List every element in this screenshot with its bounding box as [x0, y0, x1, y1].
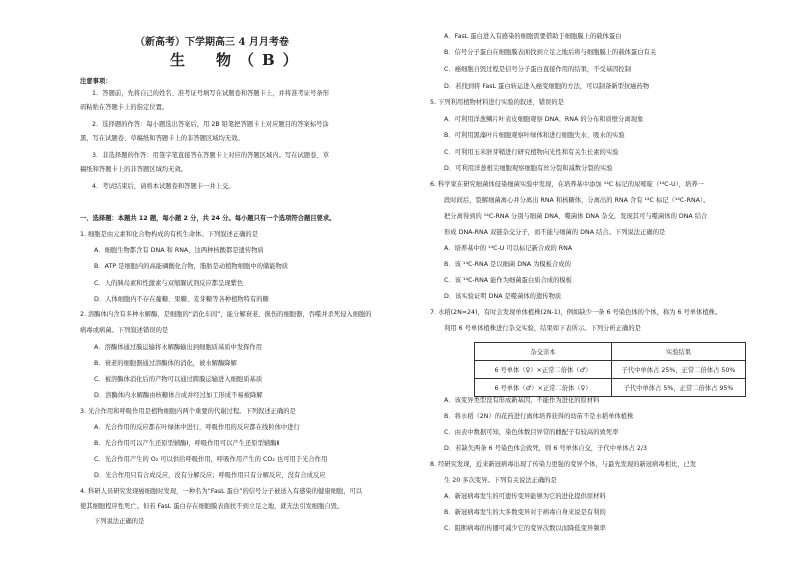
table-cell: 6 号单体（♀）×正常二倍体（♂） [475, 361, 612, 379]
note-line: 4．考试结束后，请将本试题卷和答题卡一并上交。 [92, 183, 235, 190]
note-line: 黑，写在试题卷、草稿纸和答题卡上的非答题区域均无效。 [80, 135, 244, 142]
option-line: B．光合作用可以产生还原型辅酶Ⅰ，呼吸作用可以产生还原型辅酶Ⅱ [94, 440, 280, 447]
option-line: D．若缺失两条 6 号染色体会致死，则 6 号单体自交，子代中单体占 2/3 [444, 445, 648, 452]
question-line: 使其细胞程序性死亡。但若 FasL 蛋白存在细胞膜表面扶不到立足之地，就无法引发细胞自毁。 [80, 503, 344, 510]
question-line: 把分离得到的 ¹⁴C-RNA 分别与细菌 DNA、噬菌体 DNA 杂交，发现其可与噬菌体的 DNA 结合 [444, 213, 708, 220]
option-line: B．该 ¹⁴C-RNA 是以细菌 DNA 为模板合成的 [444, 261, 571, 268]
option-line: A．溶酶体通过膜运输将水解酶输出到细胞质基质中发挥作用 [94, 344, 263, 351]
option-line: D．光合作用只有合成反应，没有分解反应；呼吸作用只有分解反应，没有合成反应 [94, 472, 326, 479]
table-row [475, 379, 746, 397]
question-line: 2. 溶酶体内含有多种水解酶，是细胞的“消化车间”，能分解衰老、损伤的细胞器，吞噬并杀死侵入细胞的 [80, 311, 372, 318]
option-line: A．新冠病毒发生的可遗传变异能够为它的进化提供原材料 [444, 493, 606, 500]
option-line: C．该 ¹⁴C-RNA 能作为细菌蛋白质合成的模板 [444, 277, 572, 284]
question-line: 病毒或病菌。下列叙述错误的是 [80, 327, 169, 334]
option-line: C．人的胰岛素和性激素与双缩脲试剂反应都呈现紫色 [94, 280, 244, 287]
note-line: 码粘贴在答题卡上的指定位置。 [80, 104, 169, 111]
option-line: A．培养基中的 ¹⁴C-U 可以标记新合成的 RNA [444, 245, 573, 252]
exam-title: （新高考）下学期高三 4 月月考卷 [135, 37, 289, 48]
table-header-row [475, 343, 746, 361]
table-cell: 子代中单体占 5%，正常二倍体占 95% [612, 379, 746, 397]
question-line: 下列说法正确的是 [94, 518, 145, 525]
option-line: A．光合作用的反应都在叶绿体中进行，呼吸作用的反应都在线粒体中进行 [94, 424, 300, 431]
option-line: C．可利用玉米胚芽鞘进行研究植物向光性和有关生长素的实验 [444, 149, 619, 156]
question-line: 5. 下列利用植物材料进行实验的叙述，错误的是 [430, 99, 564, 106]
question-line: 段时间后，裂解细菌离心并分离出 RNA 和核糖体，分离出的 RNA 含有 ¹⁴C 标记（¹⁴C-RNA）。 [444, 197, 710, 204]
option-line: C．光合作用产生的 O₂ 可以供给呼吸作用，呼吸作用产生的 CO₂ 也可用于光合作用 [94, 456, 328, 463]
option-line: A．FasL 蛋白进入有感染的细胞需要借助于细胞膜上的载体蛋白 [444, 33, 622, 40]
question-line: 4. 科研人员研究发现癌细胞时发现，一种名为“FasL 蛋白”的信号分子被送入有感染的健康细胞，可以 [80, 488, 363, 495]
option-line: B．新冠病毒发生的大多数变异对于病毒自身来说是有利的 [444, 509, 606, 516]
option-line: B．衰老的细胞器通过溶酶体的消化，被水解酶降解 [94, 360, 237, 367]
option-line: C．癌细胞自毁过程是信号分子蛋白直接作用的结果，不受基因控制 [444, 66, 632, 73]
option-line: C．被溶酶体消化后的产物可以通过跨膜运输进入细胞质基质 [94, 376, 263, 383]
option-line: D．若找到将 FasL 蛋白转运进入癌变细胞的方法，可以制备新型抗癌药物 [444, 83, 650, 90]
question-line: 1. 细胞是由元素和化合物构成的有机生命体。下列叙述正确的是 [80, 231, 259, 238]
notes-heading: 注意事项： [80, 78, 112, 85]
option-line: A．细胞生物都含有 DNA 和 RNA，这两种核酸都是遗传物质 [94, 247, 264, 254]
option-line: D．人体细胞内不存在葡糖、果糖、麦芽糖等各种植物特有的糖 [94, 296, 269, 303]
question-line: 生 20 多次变异。下列有关说法正确的是 [444, 477, 557, 484]
question-line: 形成 DNA-RNA 双链杂交分子，而不能与细菌的 DNA 结合。下列说法正确的是 [444, 229, 666, 236]
table-row [475, 361, 746, 379]
question-line: 6. 科学家在研究细菌体侵染细菌实验中发现，在培养基中添加 ¹⁴C 标记的尿嘧啶（¹⁴C-U），培养一 [430, 181, 704, 188]
option-line: A．可利用洋葱鳞片叶表皮细胞观察 DNA、RNA 的分布和质壁分离现象 [444, 116, 644, 123]
note-line: 稿纸和答题卡上的非答题区域均无效。 [80, 166, 188, 173]
table-header: 杂交亲本 [475, 343, 612, 361]
option-line: D．溶酶体内水解酶由核糖体合成并经过加工形成不易被降解 [94, 392, 263, 399]
option-line: B．ATP 是细胞内的高能磷酸化合物，脂肪是动植物细胞中的储能物质 [94, 263, 289, 270]
question-line: 3. 光合作用和呼吸作用是植物细胞内两个重要的代谢过程。下列叙述正确的是 [80, 408, 296, 415]
note-line: 2．选择题的作答：每小题选出答案后，用 2B 铅笔把答题卡上对应题目的答案标号涂 [92, 121, 329, 128]
question-line: 利用 6 号单体植株进行杂交实验，结果如下表所示。下列分析正确的是 [444, 325, 641, 332]
table-header: 实验结果 [612, 343, 746, 361]
option-line: C．由表中数据可知，染色体数目异常的雌配子有较高的致死率 [444, 429, 619, 436]
option-line: D．该实验证明 DNA 是噬菌体的遗传物质 [444, 293, 562, 300]
option-line: C．阻断病毒的传播可减少它的变异次数以而降低变异频率 [444, 525, 606, 532]
note-line: 3．非选择题的作答：用签字笔直接答在答题卡上对应的答题区域内。写在试题卷、草 [92, 152, 329, 159]
option-line: A．该变异类型没有形成新基因，不能作为进化的原材料 [444, 397, 600, 404]
table-cell: 6 号单体（♂）×正常二倍体（♀） [475, 379, 612, 397]
question-line: 7. 水稻(2N=24)，有时会发现单体植株(2N-1)，例如缺少一条 6 号染色体的个体，称为 6 号单体植株。 [430, 309, 722, 316]
option-line: B．可利用黑藻叶片细胞观察叶绿体和进行细胞失水、吸水的实验 [444, 132, 625, 139]
question-line: 8. 经研究发现，近来新冠病毒出现了传染力更强的变异个体，与最先发现的新冠病毒相比，已发 [430, 461, 697, 468]
section-heading: 一、选择题：本题共 12 题，每小题 2 分，共 24 分。每小题只有一个选项符合题目要求。 [80, 215, 336, 222]
option-line: B．将水稻（2N）的花药进行离体培养获得的幼苗不是水稻单体植株 [444, 413, 634, 420]
note-line: 1．答题前，先将自己的姓名、准考证号填写在试题卷和答题卡上，并将准考证号条形 [92, 90, 329, 97]
subject-title: 生 物（B） [170, 51, 306, 69]
option-line: D．可利用洋葱根尖细胞观察细胞有丝分裂和减数分裂的实验 [444, 165, 613, 172]
cross-results-table [474, 342, 746, 397]
table-cell: 子代中单体占 25%，正常二倍体占 50% [612, 361, 746, 379]
option-line: B．信号分子蛋白在细胞膜表面找到立足之地后将与细胞膜上的载体蛋白有关 [444, 49, 657, 56]
